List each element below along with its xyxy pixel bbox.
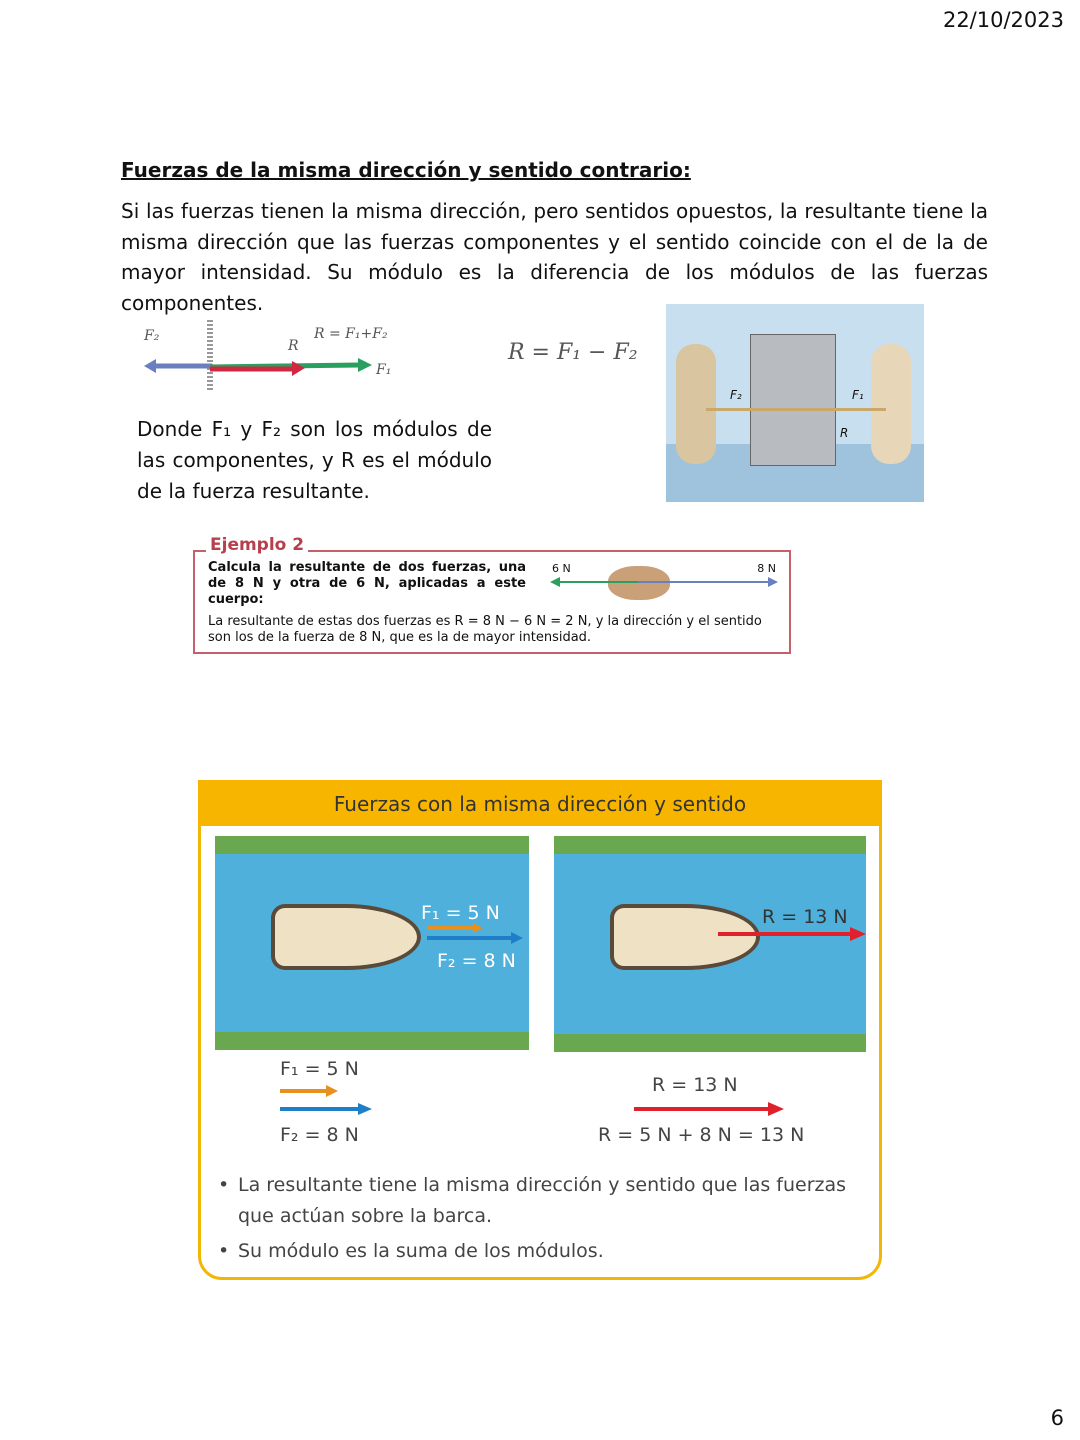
sum-label: R = F₁+F₂ [314, 326, 388, 342]
f2-legend: F₂ = 8 N [280, 1124, 359, 1146]
boat-f2-label: F₂ = 8 N [437, 950, 516, 972]
bullet-list [218, 1170, 848, 1267]
boat-f1-label: F₁ = 5 N [421, 902, 500, 924]
bullet-text: La resultante tiene la misma dirección y sentido que las fuerzas que actúan sobre la barca. [238, 1174, 847, 1227]
example-diagram [548, 560, 780, 604]
example-question: Calcula la resultante de dos fuerzas, una de 8 N y otra de 6 N, aplicadas a este cuerpo: [208, 560, 526, 607]
bullet-item: • La resultante tiene la misma dirección y sentido que las fuerzas que actúan sobre la barca. [218, 1174, 847, 1227]
example-title: Ejemplo 2 [206, 535, 308, 555]
page-number: 6 [1050, 1406, 1064, 1430]
bullet-text: Su módulo es la suma de los módulos. [238, 1240, 604, 1262]
river-right [554, 836, 866, 1052]
paragraph: Si las fuerzas tienen la misma dirección, pero sentidos opuestos, la resultante tiene la misma dirección que las fuerzas componentes y el sentido coincide con el de la de mayor intensidad. Su módulo es la diferencia de los módulos de las fuerzas componentes. [121, 199, 988, 315]
date: 22/10/2023 [942, 8, 1064, 32]
r-legend: R = 13 N [652, 1074, 738, 1096]
photo-r: R [840, 426, 849, 440]
left-force-label: 6 N [552, 562, 571, 575]
photo-f2: F₂ [730, 388, 742, 402]
photo-f1: F₁ [852, 388, 864, 402]
person-right [871, 344, 911, 464]
r-label: R [288, 338, 299, 354]
f1-label: F₁ [376, 362, 392, 378]
example-answer: La resultante de estas dos fuerzas es R = 8 N − 6 N = 2 N, y la dirección y el sentido son los de la fuerza de 8 N, que es la de mayor intensidad. [208, 614, 762, 645]
legend-arrows [280, 1082, 375, 1122]
tug-of-war-illustration [666, 304, 924, 502]
f1-legend: F₁ = 5 N [280, 1058, 359, 1080]
river-left [215, 836, 529, 1050]
boat-icon [271, 904, 421, 970]
r-legend-arrow [634, 1100, 786, 1118]
section-heading: Fuerzas de la misma dirección y sentido contrario: [121, 158, 691, 182]
person-left [676, 344, 716, 464]
bullet-item: • Su módulo es la suma de los módulos. [218, 1240, 604, 1262]
f2-label: F₂ [144, 328, 160, 344]
force-diagram [140, 318, 400, 393]
right-force-label: 8 N [757, 562, 776, 575]
figure-title: Fuerzas con la misma dirección y sentido [198, 780, 882, 826]
boat-r-label: R = 13 N [762, 906, 848, 928]
definition-text: Donde F₁ y F₂ son los módulos de las componentes, y R es el módulo de la fuerza resultante. [137, 417, 492, 503]
formula: R = F₁ − F₂ [508, 340, 638, 365]
sum-legend: R = 5 N + 8 N = 13 N [598, 1124, 805, 1146]
